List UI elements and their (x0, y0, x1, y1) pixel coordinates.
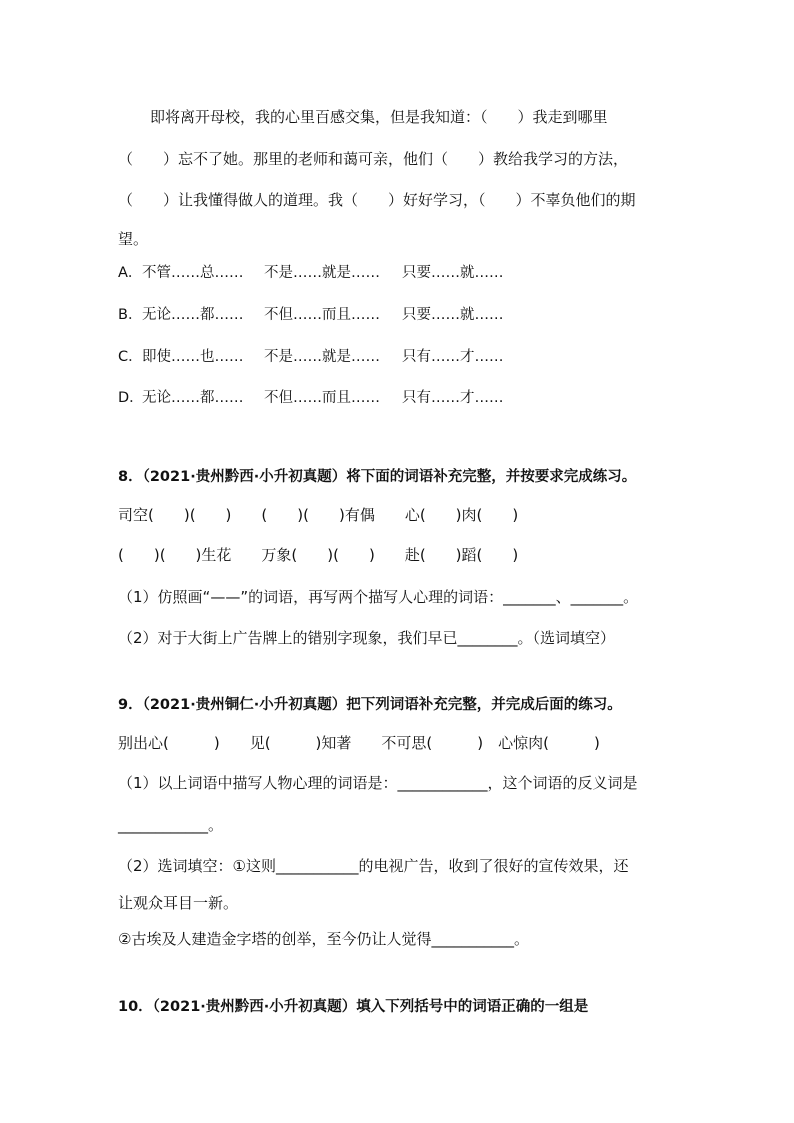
option-letter: A． (118, 265, 143, 281)
q8-word-row-2: ( )( )生花 万象( )( ) 赴( )蹈( ) (118, 546, 519, 564)
q8-subquestion-2: （2）对于大街上广告牌上的错别字现象，我们早已________。（选词填空） (118, 629, 616, 647)
q7-option-d (118, 388, 504, 408)
option-pair-1: 不管……总…… (142, 265, 244, 281)
q7-passage-line-4: 望。 (118, 230, 149, 248)
q7-passage-line-3: （ ）让我懂得做人的道理。我（ ）好好学习，（ ）不辜负他们的期 (118, 191, 636, 209)
option-letter: D． (118, 390, 144, 406)
option-pair-1: 无论……都…… (142, 307, 244, 323)
q9-subquestion-2-line-2: 让观众耳目一新。 (118, 894, 239, 912)
q9-subquestion-1-line-1: （1）以上词语中描写人物心理的词语是：____________，这个词语的反义词是 (118, 774, 638, 792)
q7-option-b (118, 305, 504, 325)
q9-subquestion-2-line-1: （2）选词填空：①这则___________的电视广告，收到了很好的宣传效果，还 (118, 857, 629, 875)
option-pair-3: 只要……就…… (402, 307, 504, 323)
option-pair-3: 只要……就…… (402, 265, 504, 281)
option-letter: B． (118, 307, 143, 323)
q8-heading: 8．（2021·贵州黔西·小升初真题）将下面的词语补充完整，并按要求完成练习。 (118, 469, 637, 485)
q9-heading: 9．（2021·贵州铜仁·小升初真题）把下列词语补充完整，并完成后面的练习。 (118, 697, 622, 713)
q8-word-row-1: 司空( )( ) ( )( )有偶 心( )肉( ) (118, 506, 519, 524)
q9-subquestion-2-line-3: ②古埃及人建造金字塔的创举，至今仍让人觉得___________。 (118, 930, 529, 948)
option-letter: C． (118, 349, 143, 365)
option-pair-2: 不但……而且…… (264, 390, 380, 406)
option-pair-2: 不是……就是…… (264, 349, 380, 365)
option-pair-3: 只有……才…… (402, 349, 504, 365)
q9-word-row: 别出心( ) 见( )知著 不可思( ) 心惊肉( ) (118, 734, 600, 752)
q7-option-a (118, 263, 504, 283)
option-pair-2: 不是……就是…… (264, 265, 380, 281)
q7-option-c (118, 347, 504, 367)
q7-passage-line-2: （ ）忘不了她。那里的老师和蔼可亲，他们（ ）教给我学习的方法， (118, 150, 629, 168)
option-pair-2: 不但……而且…… (264, 307, 380, 323)
q8-subquestion-1: （1）仿照画“——”的词语，再写两个描写人心理的词语：_______、_______。 (118, 588, 639, 606)
option-pair-3: 只有……才…… (402, 390, 504, 406)
option-pair-1: 即使……也…… (142, 349, 244, 365)
q10-heading: 10．（2021·贵州黔西·小升初真题）填入下列括号中的词语正确的一组是 (118, 999, 589, 1015)
option-pair-1: 无论……都…… (142, 390, 244, 406)
q7-passage-line-1: 即将离开母校，我的心里百感交集，但是我知道：（ ）我走到哪里 (150, 108, 608, 126)
q9-subquestion-1-line-2: ____________。 (118, 816, 224, 834)
